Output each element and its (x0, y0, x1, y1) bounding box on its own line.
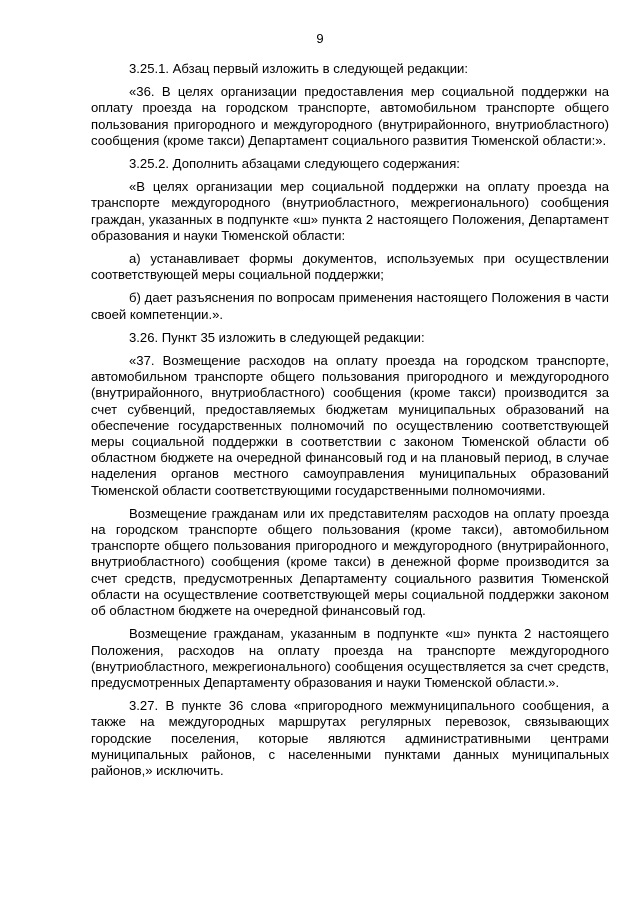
paragraph-item-37: «37. Возмещение расходов на оплату проезда на городском транспорте, автомобильном транспорте общего пользования пригородного и междугородного (внутрирайонного, внутриобластного) сообщения (кроме такси) производится за счет субвенций, предоставляемых бюджетам муниципальных образований на обеспечение государственных полномочий по осуществлению соответствующей меры социальной поддержки в соответствии с законом Тюменской области об областном бюджете на очередной финансовый год и на плановый период, в случае наделения органов местного самоуправления муниципальных образований Тюменской области соответствующими государственными полномочиями. (91, 353, 609, 498)
paragraph-added-intro: «В целях организации мер социальной поддержки на оплату проезда на транспорте междугородного (внутриобластного, межрегионального) сообщения граждан, указанных в подпункте «ш» пункта 2 настоящего Положения, Департамент образования и науки Тюменской области: (91, 179, 609, 243)
paragraph-item-36: «36. В целях организации предоставления мер социальной поддержки на оплату проезда на городском транспорте, автомобильном транспорте общего пользования пригородного и междугородного (внутрирайонного, внутриобластного) сообщения (кроме такси) Департамент социального развития Тюменской области:». (91, 84, 609, 148)
paragraph-subitem-a: а) устанавливает формы документов, используемых при осуществлении соответствующей меры социальной поддержки; (91, 251, 609, 283)
paragraph-3-26: 3.26. Пункт 35 изложить в следующей редакции: (129, 329, 425, 345)
paragraph-subitem-b: б) дает разъяснения по вопросам применения настоящего Положения в части своей компетенции.». (91, 290, 609, 322)
paragraph-3-27: 3.27. В пункте 36 слова «пригородного межмуниципального сообщения, а также на междугородных маршрутах регулярных перевозок, связывающих городские поселения, которые являются административными центрами муниципальных районов, с населенными пунктами данных муниципальных районов,» исключить. (91, 698, 609, 778)
paragraph-reimbursement-cash: Возмещение гражданам или их представителям расходов на оплату проезда на городском транспорте общего пользования (кроме такси), автомобильном транспорте общего пользования пригородного и междугородного (внутрирайонного, внутриобластного) сообщения (кроме такси) в денежной форме производится за счет средств, предусмотренных Департаменту социального развития Тюменской области на осуществление соответствующей меры социальной поддержки законом об областном бюджете на очередной финансовый год. (91, 505, 609, 619)
page-number: 9 (316, 31, 324, 46)
paragraph-3-25-1: 3.25.1. Абзац первый изложить в следующей редакции: (129, 61, 468, 76)
paragraph-3-25-2: 3.25.2. Дополнить абзацами следующего содержания: (129, 156, 460, 172)
document-body (91, 61, 609, 786)
paragraph-reimbursement-students: Возмещение гражданам, указанным в подпункте «ш» пункта 2 настоящего Положения, расходов на оплату проезда на транспорте междугородного (внутриобластного, межрегионального) сообщения осуществляется за счет средств, предусмотренных Департаменту образования и науки Тюменской области.». (91, 626, 609, 690)
